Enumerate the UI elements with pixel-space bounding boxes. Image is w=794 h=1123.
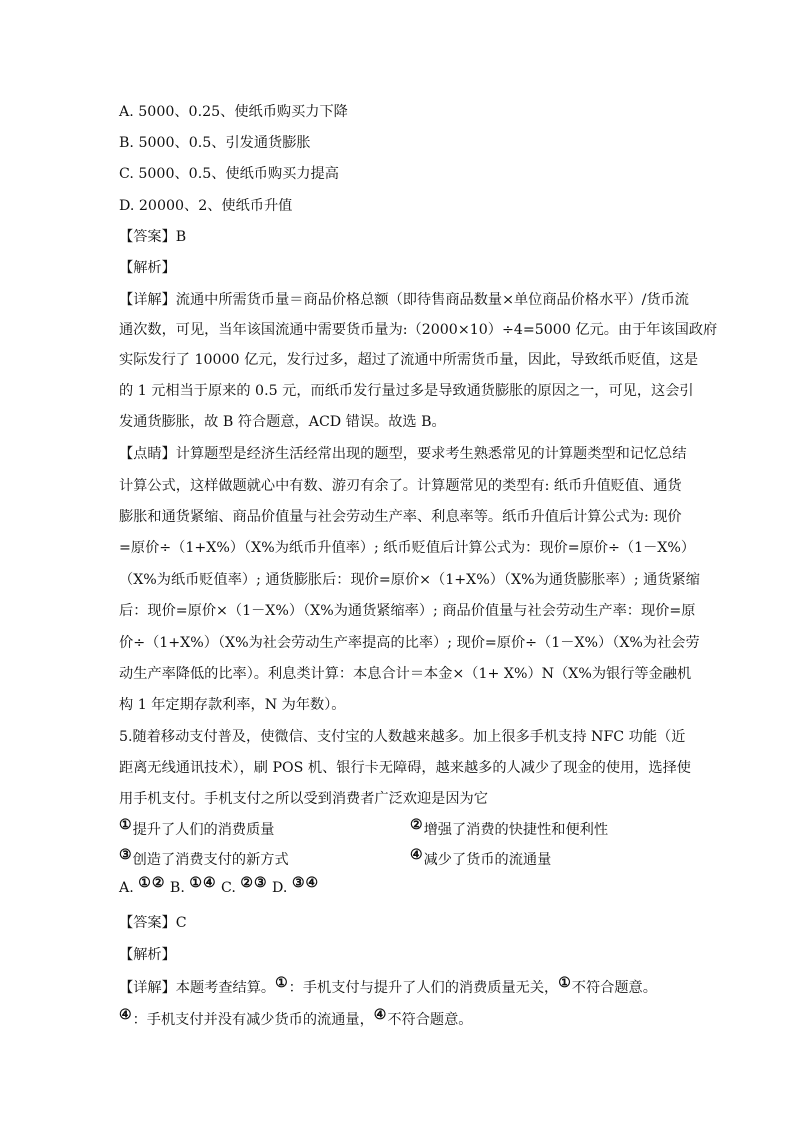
item-4-text: 减少了货币的流通量 [423, 852, 552, 868]
tip-line: 动生产率降低的比率）。利息类计算：本息合计＝本金×（1+ X%）N（X%为银行等金融机 [119, 666, 692, 682]
question-stem-line: 用手机支付。手机支付之所以受到消费者广泛欢迎是因为它 [119, 791, 488, 807]
tip-line: 价÷（1+X%）（X%为社会劳动生产率提高的比率）; 现价=原价÷（1－X%）（X%为社会劳 [119, 635, 700, 651]
detail-line: 实际发行了 10000 亿元，发行过多，超过了流通中所需货币量，因此，导致纸币贬值，这是 [119, 352, 699, 368]
circled-4-icon: ④ [202, 875, 216, 891]
tip-line: 后：现价=原价×（1－X%）（X%为通货紧缩率）; 商品价值量与社会劳动生产率：现价=原 [119, 603, 696, 619]
tip-line: 膨胀和通货紧缩、商品价值量与社会劳动生产率、利息率等。纸币升值后计算公式为: 现价 [119, 509, 682, 525]
detail-line: 【详解】流通中所需货币量＝商品价格总额（即待售商品数量×单位商品价格水平）/货币流 [119, 292, 689, 308]
answer-label: 【答案】C [119, 915, 187, 931]
choice-c-label: C. [221, 880, 236, 896]
option-b: B. 5000、0.5、引发通货膨胀 [119, 135, 311, 151]
question-stem-line: 距离无线通讯技术），刷 POS 机、银行卡无障碍，越来越多的人减少了现金的使用，选择使 [119, 760, 691, 776]
circled-1-icon: ① [275, 975, 288, 991]
detail-line: 的 1 元相当于原来的 0.5 元，而纸币发行量过多是导致通货膨胀的原因之一，可见，这会引 [119, 383, 694, 399]
item-2 [410, 817, 609, 840]
choice-a-label: A. [119, 880, 134, 896]
detail-line [119, 975, 657, 998]
tip-line: 【点睛】计算题型是经济生活经常出现的题型，要求考生熟悉常见的计算题类型和记忆总结 [119, 446, 687, 462]
circled-3-icon: ③ [253, 875, 267, 891]
circled-3-icon: ③ [291, 875, 305, 891]
detail-text: 不符合题意。 [571, 980, 657, 996]
item-3-text: 创造了消费支付的新方式 [132, 852, 289, 868]
item-2-text: 增强了消费的快捷性和便利性 [423, 822, 609, 838]
item-1-text: 提升了人们的消费质量 [132, 822, 275, 838]
circled-4-icon: ④ [305, 875, 319, 891]
circled-2-icon: ② [410, 817, 423, 833]
circled-4-icon: ④ [410, 847, 423, 863]
answer-label: 【答案】B [119, 229, 187, 245]
circled-1-icon: ① [119, 817, 132, 833]
detail-line: 通次数，可见，当年该国流通中需要货币量为:（2000×10）÷4=5000 亿元。由于年该国政府 [119, 322, 718, 338]
analysis-title: 【解析】 [119, 947, 176, 963]
choice-d-label: D. [272, 880, 288, 896]
circled-4-icon: ④ [373, 1007, 387, 1023]
detail-line: 发通货膨胀，故 B 符合题意，ACD 错误。故选 B。 [119, 414, 446, 430]
choice-b-label: B. [169, 880, 185, 896]
item-3 [119, 847, 289, 870]
analysis-title: 【解析】 [119, 260, 176, 276]
choices-row [119, 875, 319, 898]
circled-1-icon: ① [138, 875, 151, 891]
tip-line: =原价÷（1+X%）（X%为纸币升值率）; 纸币贬值后计算公式为：现价=原价÷（1－X%） [119, 540, 696, 556]
item-4 [410, 847, 552, 870]
circled-4-icon: ④ [119, 1007, 132, 1023]
tip-line: 计算公式，这样做题就心中有数、游刃有余了。计算题常见的类型有: 纸币升值贬值、通货 [119, 478, 682, 494]
circled-3-icon: ③ [119, 847, 132, 863]
detail-text: ：手机支付并没有减少货币的流通量， [132, 1012, 374, 1028]
circled-2-icon: ② [240, 875, 253, 891]
detail-text: 不符合题意。 [387, 1012, 473, 1028]
detail-text: ：手机支付与提升了人们的消费质量无关， [288, 980, 559, 996]
option-a: A. 5000、0.25、使纸币购买力下降 [119, 104, 348, 120]
tip-line: （X%为纸币贬值率）; 通货膨胀后：现价=原价×（1+X%）（X%为通货膨胀率）; 通货紧缩 [119, 572, 700, 588]
circled-1-icon: ① [558, 975, 571, 991]
option-c: C. 5000、0.5、使纸币购买力提高 [119, 166, 339, 182]
detail-text: 【详解】本题考查结算。 [119, 980, 276, 996]
item-1 [119, 817, 275, 840]
question-stem-line: 5.随着移动支付普及，使微信、支付宝的人数越来越多。加上很多手机支持 NFC 功能（近 [119, 729, 686, 745]
circled-2-icon: ② [151, 875, 165, 891]
detail-line [119, 1007, 473, 1030]
circled-1-icon: ① [189, 875, 202, 891]
option-d: D. 20000、2、使纸币升值 [119, 198, 293, 214]
tip-line: 构 1 年定期存款利率，N 为年数）。 [119, 697, 346, 713]
